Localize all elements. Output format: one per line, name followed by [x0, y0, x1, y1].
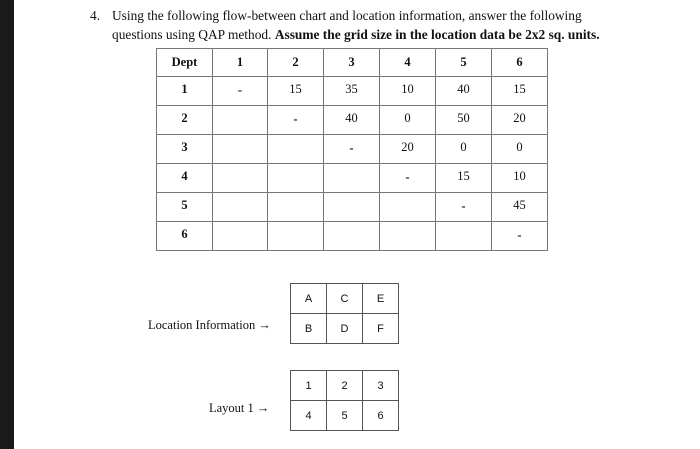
flow-cell — [436, 222, 492, 251]
location-cell: A — [291, 284, 327, 314]
flow-col-header: 4 — [380, 49, 436, 77]
flow-cell: 10 — [380, 77, 436, 106]
flow-cell: 0 — [492, 135, 548, 164]
flow-row-header: 4 — [157, 164, 213, 193]
flow-cell — [268, 164, 324, 193]
layout-cell: 5 — [327, 401, 363, 431]
flow-cell: 0 — [436, 135, 492, 164]
layout-grid-row — [291, 371, 399, 401]
layout-cell: 6 — [363, 401, 399, 431]
layout-cell: 4 — [291, 401, 327, 431]
flow-cell: 0 — [380, 106, 436, 135]
flow-cell: 10 — [492, 164, 548, 193]
question-line-2-plain: questions using QAP method. — [112, 27, 275, 42]
location-grid-row — [291, 284, 399, 314]
location-caption: Location Information → — [148, 318, 271, 332]
flow-cell: - — [492, 222, 548, 251]
flow-corner-header: Dept — [157, 49, 213, 77]
flow-cell: - — [380, 164, 436, 193]
flow-cell: - — [324, 135, 380, 164]
flow-table-body — [157, 77, 548, 251]
flow-cell: 50 — [436, 106, 492, 135]
flow-cell: - — [213, 77, 268, 106]
layout-cell: 3 — [363, 371, 399, 401]
layout-grid-row — [291, 401, 399, 431]
question-line-1: Using the following flow-between chart and location information, answer the following — [112, 8, 582, 23]
flow-cell: 15 — [492, 77, 548, 106]
flow-cell — [324, 193, 380, 222]
flow-cell — [324, 164, 380, 193]
flow-cell — [268, 222, 324, 251]
flow-cell — [213, 135, 268, 164]
flow-cell — [268, 193, 324, 222]
flow-cell: - — [268, 106, 324, 135]
layout-grid — [290, 370, 399, 431]
flow-header-row — [157, 49, 548, 77]
flow-col-header: 2 — [268, 49, 324, 77]
flow-row-header: 1 — [157, 77, 213, 106]
flow-cell: - — [436, 193, 492, 222]
flow-cell — [324, 222, 380, 251]
location-cell: E — [363, 284, 399, 314]
flow-col-header: 5 — [436, 49, 492, 77]
flow-row — [157, 222, 548, 251]
location-cell: F — [363, 314, 399, 344]
flow-col-header: 3 — [324, 49, 380, 77]
flow-cell — [213, 106, 268, 135]
flow-cell — [213, 193, 268, 222]
location-grid-row — [291, 314, 399, 344]
location-grid — [290, 283, 399, 344]
layout-cell: 1 — [291, 371, 327, 401]
flow-row-header: 5 — [157, 193, 213, 222]
flow-cell: 20 — [380, 135, 436, 164]
flow-cell — [380, 193, 436, 222]
flow-cell — [268, 135, 324, 164]
flow-cell: 20 — [492, 106, 548, 135]
flow-col-header: 6 — [492, 49, 548, 77]
flow-cell: 35 — [324, 77, 380, 106]
flow-cell — [213, 222, 268, 251]
flow-row — [157, 135, 548, 164]
flow-row-header: 2 — [157, 106, 213, 135]
flow-cell — [380, 222, 436, 251]
flow-cell: 40 — [324, 106, 380, 135]
layout-cell: 2 — [327, 371, 363, 401]
flow-cell — [213, 164, 268, 193]
flow-row-header: 6 — [157, 222, 213, 251]
flow-cell: 15 — [268, 77, 324, 106]
question-number: 4. — [90, 8, 101, 23]
location-cell: D — [327, 314, 363, 344]
question-text — [90, 6, 630, 44]
flow-cell: 45 — [492, 193, 548, 222]
flow-cell: 40 — [436, 77, 492, 106]
location-cell: B — [291, 314, 327, 344]
flow-cell: 15 — [436, 164, 492, 193]
question-line-2 — [90, 25, 630, 44]
flow-row-header: 3 — [157, 135, 213, 164]
question-line-2-bold: Assume the grid size in the location data be 2x2 sq. units. — [274, 27, 600, 42]
flow-row — [157, 193, 548, 222]
layout-caption: Layout 1 → — [209, 401, 270, 415]
location-cell: C — [327, 284, 363, 314]
document-page — [14, 0, 700, 449]
flow-row — [157, 106, 548, 135]
flow-row — [157, 164, 548, 193]
flow-between-chart — [156, 48, 548, 251]
flow-row — [157, 77, 548, 106]
flow-col-header: 1 — [213, 49, 268, 77]
